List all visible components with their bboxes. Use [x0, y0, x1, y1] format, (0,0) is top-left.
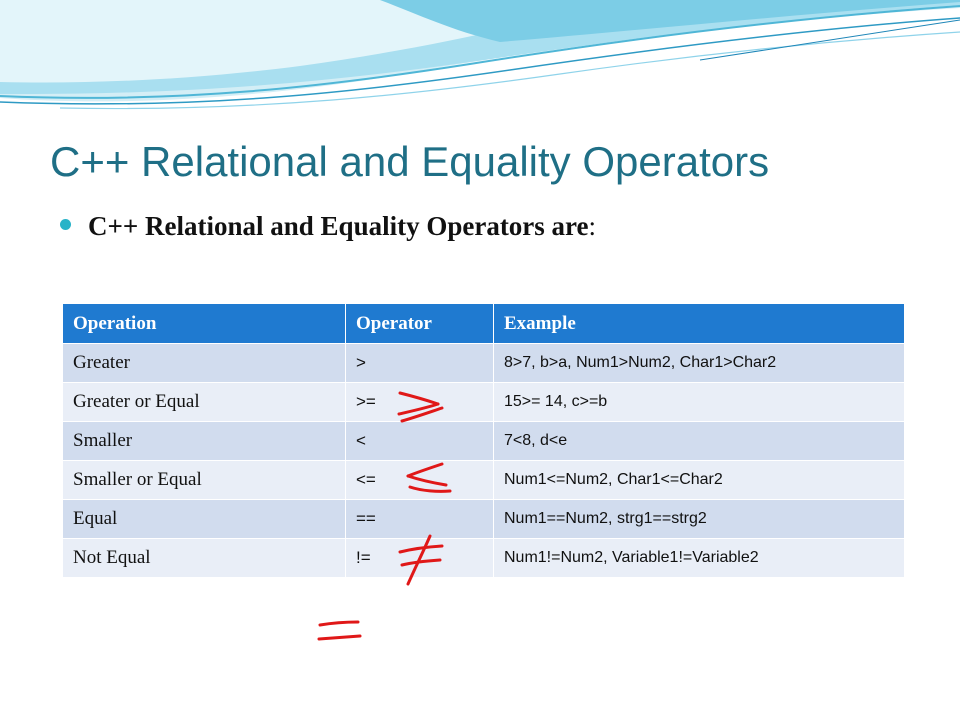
table-row: [63, 500, 905, 539]
header-wave-decoration: [0, 0, 960, 115]
table-row: [63, 383, 905, 422]
table-row: [63, 461, 905, 500]
operation-cell: Not Equal: [63, 539, 346, 578]
example-cell: Num1==Num2, strg1==strg2: [494, 500, 905, 539]
table-row: [63, 344, 905, 383]
operation-cell: Greater: [63, 344, 346, 383]
operator-cell: <=: [346, 461, 494, 500]
operation-cell: Smaller or Equal: [63, 461, 346, 500]
operator-cell: ==: [346, 500, 494, 539]
handwritten-not-equal-icon: [396, 532, 448, 588]
bullet-colon: :: [588, 210, 597, 241]
table-row: [63, 422, 905, 461]
slide-title: C++ Relational and Equality Operators: [50, 138, 770, 185]
operator-cell: >=: [346, 383, 494, 422]
operator-cell: <: [346, 422, 494, 461]
bullet-text: C++ Relational and Equality Operators are: [88, 210, 589, 241]
header-operator: Operator: [346, 304, 494, 344]
example-cell: 8>7, b>a, Num1>Num2, Char1>Char2: [494, 344, 905, 383]
header-operation: Operation: [63, 304, 346, 344]
example-cell: 15>= 14, c>=b: [494, 383, 905, 422]
operator-cell: >: [346, 344, 494, 383]
example-cell: Num1!=Num2, Variable1!=Variable2: [494, 539, 905, 578]
operator-cell: !=: [346, 539, 494, 578]
operation-cell: Greater or Equal: [63, 383, 346, 422]
header-example: Example: [494, 304, 905, 344]
handwritten-less-or-equal-icon: [400, 460, 456, 496]
example-cell: Num1<=Num2, Char1<=Char2: [494, 461, 905, 500]
bullet-line: [60, 206, 596, 246]
table-header-row: [63, 304, 905, 344]
example-cell: 7<8, d<e: [494, 422, 905, 461]
bullet-dot-icon: [60, 219, 71, 230]
handwritten-greater-or-equal-icon: [394, 386, 446, 424]
operators-table: [62, 303, 905, 578]
handwritten-equal-icon: [314, 616, 364, 646]
table-row: [63, 539, 905, 578]
operation-cell: Smaller: [63, 422, 346, 461]
operation-cell: Equal: [63, 500, 346, 539]
